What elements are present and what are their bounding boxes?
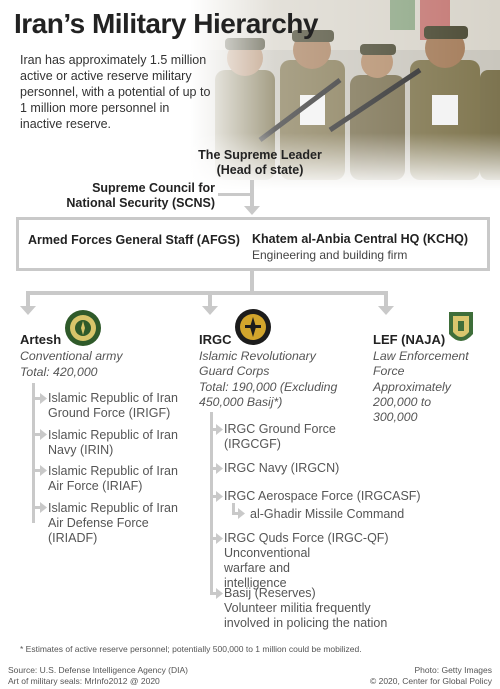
irgc-unit-1: IRGC Ground Force (IRGCGF) <box>224 422 336 451</box>
scns-connector <box>218 193 252 196</box>
supreme-leader-label <box>190 148 330 178</box>
irgc-unit-5: Basij (Reserves) <box>224 586 316 600</box>
supreme-leader-role: (Head of state) <box>216 163 304 177</box>
page-title: Iran’s Military Hierarchy <box>14 8 318 39</box>
artesh-arrow <box>20 306 36 316</box>
photo-credit: Photo: Getty Images <box>414 665 492 675</box>
irgc-unit-arrow-3 <box>216 491 223 502</box>
irgc-unit-arrow-4 <box>216 533 223 544</box>
lef-seal-icon <box>446 308 476 348</box>
missile-command: al-Ghadir Missile Command <box>250 507 405 521</box>
artesh-total: Total: 420,000 <box>20 365 98 379</box>
irgc-unit-4: IRGC Quds Force (IRGC-QF) <box>224 531 389 545</box>
lef-arrow <box>378 306 394 316</box>
afgs-label: Armed Forces General Staff (AFGS) <box>28 233 240 247</box>
irgc-arrow <box>202 306 218 316</box>
lef-name: LEF (NAJA) <box>373 332 446 347</box>
basij-description: Volunteer militia frequently involved in policing the nation <box>224 601 388 630</box>
quds-description: Unconventional warfare and intelligence <box>224 546 311 590</box>
scns-label <box>55 181 215 211</box>
lef-total: Approximately 200,000 to 300,000 <box>373 380 451 424</box>
artesh-units-connector <box>32 383 35 523</box>
irgc-unit-arrow-1 <box>216 424 223 435</box>
irgc-units-connector <box>210 412 213 595</box>
irgc-unit-2: IRGC Navy (IRGCN) <box>224 461 340 475</box>
artesh-seal-icon <box>64 308 102 348</box>
irgc-unit-arrow-2 <box>216 463 223 474</box>
artesh-unit-4: Islamic Republic of Iran Air Defense Force (IRIADF) <box>48 501 178 545</box>
supreme-leader-title: The Supreme Leader <box>198 148 322 162</box>
lef-description: Law Enforcement Force <box>373 349 469 378</box>
artesh-name: Artesh <box>20 332 62 347</box>
staff-down-connector <box>250 268 254 293</box>
artesh-unit-1: Islamic Republic of Iran Ground Force (IRIGF) <box>48 391 178 420</box>
intro-text: Iran has approximately 1.5 million active or active reserve military personnel, with a potential of up to 1 million more personnel in inactive reserve. <box>20 53 211 131</box>
kchq-label: Khatem al-Anbia Central HQ (KCHQ) <box>252 232 468 246</box>
copyright: © 2020, Center for Global Policy <box>369 676 492 686</box>
irgc-unit-3: IRGC Aerospace Force (IRGCASF) <box>224 489 421 503</box>
irgc-description: Islamic Revolutionary Guard Corps <box>199 349 316 378</box>
irgc-total: Total: 190,000 (Excluding 450,000 Basij*) <box>199 380 338 409</box>
branch-bar <box>26 291 388 295</box>
missile-arrow <box>238 508 245 519</box>
artesh-description: Conventional army <box>20 349 123 363</box>
artesh-unit-arrow-3 <box>40 465 47 476</box>
scns-subtitle: National Security (SCNS) <box>66 196 215 210</box>
artesh-unit-arrow-2 <box>40 429 47 440</box>
irgc-unit-arrow-5 <box>216 588 223 599</box>
seal-art-credit: Art of military seals: MrInfo2012 @ 2020 <box>8 676 160 686</box>
artesh-unit-2: Islamic Republic of Iran Navy (IRIN) <box>48 428 178 457</box>
irgc-seal-icon <box>234 308 272 346</box>
scns-title: Supreme Council for <box>92 181 215 195</box>
artesh-unit-arrow-1 <box>40 393 47 404</box>
irgc-name: IRGC <box>199 332 232 347</box>
source-credit: Source: U.S. Defense Intelligence Agency (DIA) <box>8 665 189 675</box>
artesh-unit-3: Islamic Republic of Iran Air Force (IRIAF) <box>48 464 178 493</box>
footnote: * Estimates of active reserve personnel; potentially 500,000 to 1 million could be mobilized. <box>20 644 362 654</box>
leader-arrow <box>244 206 260 216</box>
kchq-subtitle: Engineering and building firm <box>252 248 408 262</box>
artesh-unit-arrow-4 <box>40 502 47 513</box>
